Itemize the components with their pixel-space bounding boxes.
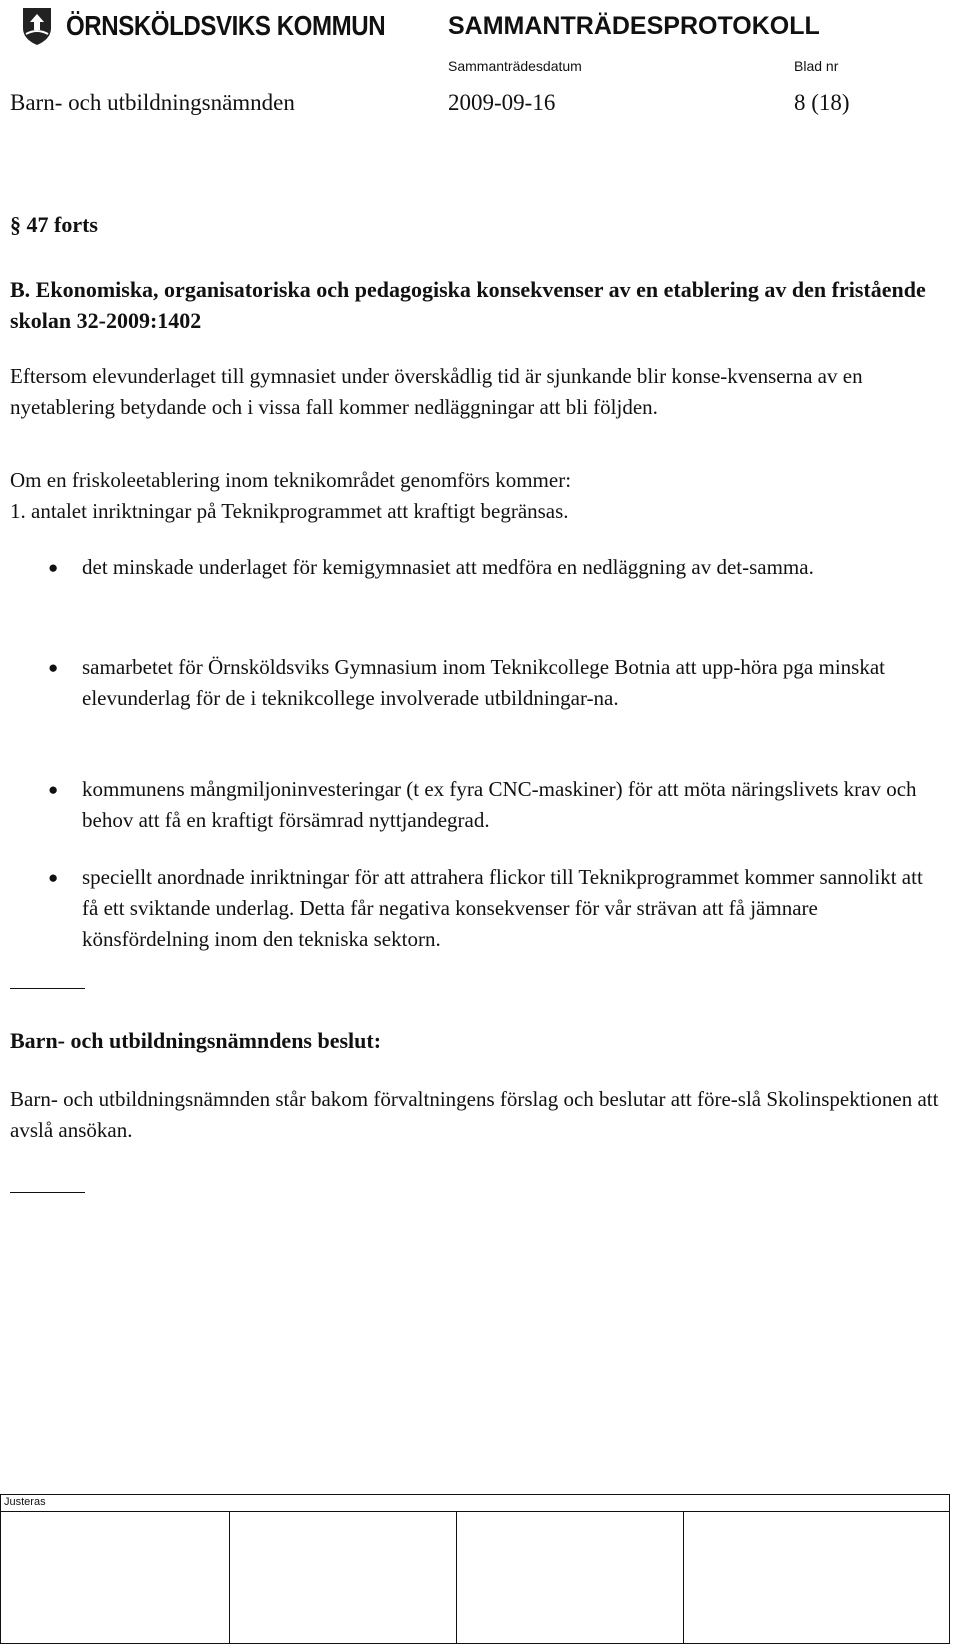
signature-field[interactable] — [229, 1511, 230, 1643]
bullet-icon: ● — [48, 558, 59, 577]
meeting-date-label: Sammanträdesdatum — [448, 58, 582, 74]
bullet-icon: ● — [48, 780, 59, 799]
committee-name: Barn- och utbildningsnämnden — [10, 90, 295, 115]
page-number: 8 (18) — [794, 90, 850, 115]
section-paragraph: Eftersom elevunderlaget till gymnasiet under överskådlig tid är sjunkande blir konse-kvenserna av en nyetablering betydande och i vissa fall kommer nedläggningar att bli följden. — [10, 364, 863, 419]
signature-field[interactable] — [456, 1511, 457, 1643]
signature-header-row — [1, 1495, 949, 1512]
bullet-icon: ● — [48, 868, 59, 887]
divider — [10, 988, 85, 989]
signature-table — [0, 1494, 950, 1644]
list-intro: Om en friskoleetablering inom teknikområdet genomförs kommer: — [10, 468, 572, 492]
section-heading: B. Ekonomiska, organisatoriska och pedagogiska konsekvenser av en etablering av den fristående skolan 32-2009:1402 — [10, 277, 926, 333]
signature-field[interactable] — [683, 1511, 684, 1643]
decision-text: Barn- och utbildningsnämnden står bakom förvaltningens förslag och beslutar att före-slå Skolinspektionen att avslå ansökan. — [10, 1087, 939, 1142]
list-item: det minskade underlaget för kemigymnasiet att medföra en nedläggning av det-samma. — [82, 555, 814, 579]
decision-heading: Barn- och utbildningsnämndens beslut: — [10, 1028, 382, 1053]
divider — [10, 1192, 85, 1193]
page-number-label: Blad nr — [794, 58, 839, 74]
signature-label: Justeras — [4, 1496, 46, 1508]
org-name: ÖRNSKÖLDSVIKS KOMMUN — [66, 10, 386, 41]
list-item: samarbetet för Örnsköldsviks Gymnasium inom Teknikcollege Botnia att upp-höra pga minskat elevunderlag för de i teknikcollege involverade utbildningar-na. — [82, 655, 885, 710]
bullet-icon: ● — [48, 658, 59, 677]
numbered-item: 1. antalet inriktningar på Teknikprogrammet att kraftigt begränsas. — [10, 499, 569, 523]
section-number: § 47 forts — [10, 212, 98, 237]
document-type: SAMMANTRÄDESPROTOKOLL — [448, 12, 820, 40]
municipal-crest-icon — [20, 6, 54, 46]
list-item: kommunens mångmiljoninvesteringar (t ex fyra CNC-maskiner) för att möta näringslivets krav och behov att få en kraftigt försämrad nyttjandegrad. — [82, 777, 917, 832]
meeting-date: 2009-09-16 — [448, 90, 556, 115]
list-item: speciellt anordnade inriktningar för att attrahera flickor till Teknikprogrammet kommer sannolikt att få ett sviktande underlag. Detta får negativa konsekvenser för vår strävan att få jämnare könsfördelning inom den tekniska sektorn. — [82, 865, 923, 951]
